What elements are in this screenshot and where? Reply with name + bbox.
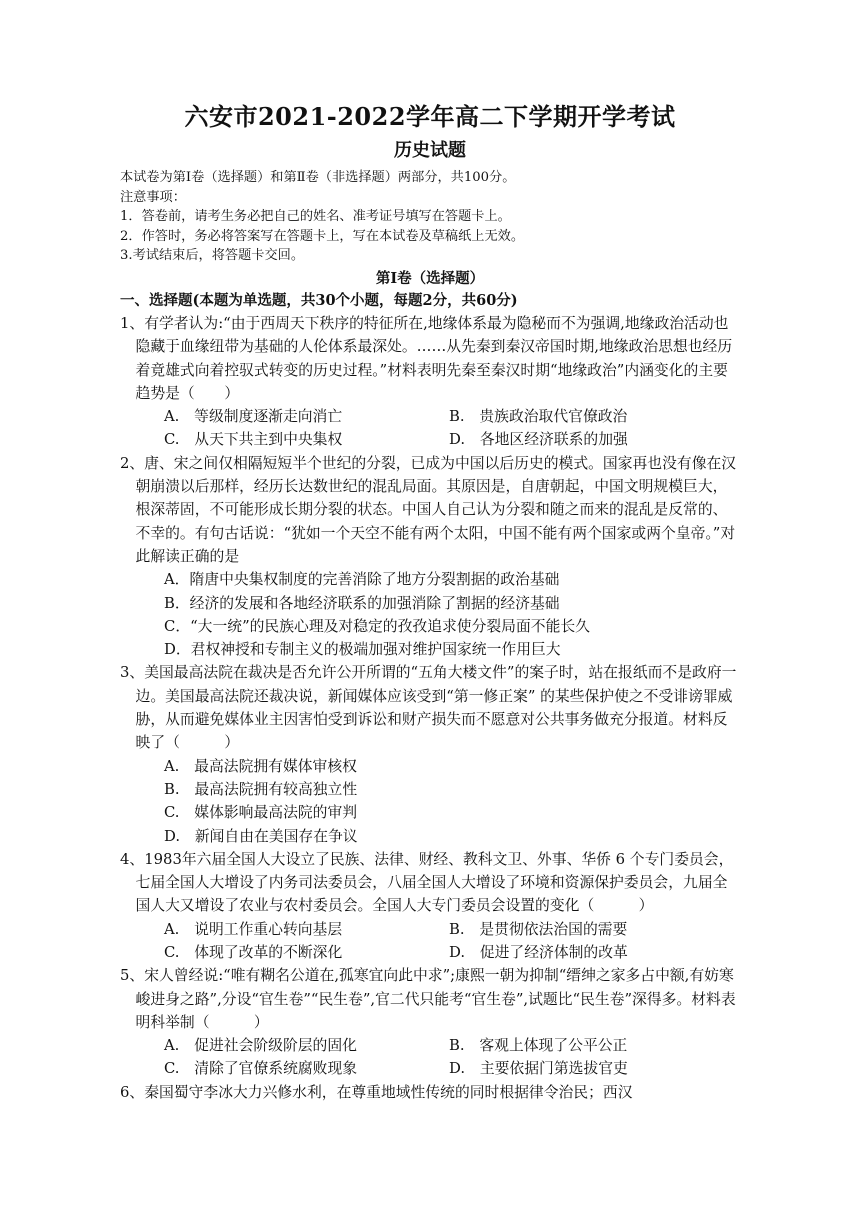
options-row — [120, 918, 740, 941]
note-item: 1．答卷前，请考生务必把自己的姓名、准考证号填写在答题卡上。 — [120, 209, 511, 225]
option-d: D. 主要依据门第选拔官吏 — [449, 1060, 628, 1078]
question-stem: 6、秦国蜀守李冰大力兴修水利，在尊重地域性传统的同时根据律令治民；西汉 — [120, 1083, 633, 1101]
notes-label: 注意事项： — [120, 189, 186, 205]
options-row — [120, 428, 740, 451]
options-row — [120, 1057, 740, 1080]
option-d: D．君权神授和专制主义的极端加强对维护国家统一作用巨大 — [164, 641, 561, 659]
option-a: A. 促进社会阶级阶层的固化 — [164, 1037, 357, 1055]
option-b: B. 最高法院拥有较高独立性 — [164, 780, 358, 798]
question-2 — [120, 452, 740, 568]
option-d: D. 新闻自由在美国存在争议 — [164, 827, 358, 845]
question-3 — [120, 661, 740, 754]
options-row — [120, 1034, 740, 1057]
part-title: 一、选择题(本题为单选题，共30个小题，每题2分，共60分) — [120, 291, 518, 309]
note-item: 2．作答时，务必将答案写在答题卡上，写在本试卷及草稿纸上无效。 — [120, 228, 525, 244]
option-a: A. 等级制度逐渐走向消亡 — [164, 408, 343, 426]
option-a: A. 最高法院拥有媒体审核权 — [164, 757, 357, 775]
exam-page — [120, 100, 740, 1104]
note-item: 3.考试结束后，将答题卡交回。 — [120, 248, 305, 264]
option-a: A．隋唐中央集权制度的完善消除了地方分裂割据的政治基础 — [164, 571, 560, 589]
question-stem: 4、1983年六届全国人大设立了民族、法律、财经、教科文卫、外事、华侨 6 个专门委员会，七届全国人大增设了内务司法委员会，八届全国人大增设了环境和资源保护委员会，九届全国人大又增设了农业与农村委员会。全国人大专门委员会设置的变化（ ） — [120, 850, 734, 915]
option-d: D. 促进了经济体制的改革 — [449, 943, 628, 961]
question-stem: 1、有学者认为:“由于西周天下秩序的特征所在,地缘体系最为隐秘而不为强调,地缘政治活动也隐藏于血缘纽带为基础的人伦体系最深处。……从先秦到秦汉帝国时期,地缘政治思想也经历着竟雄式向着控驭式转变的历史过程。”材料表明先秦至秦汉时期“地缘政治”内涵变化的主要趋势是（ ） — [120, 314, 733, 402]
options-row — [120, 405, 740, 428]
option-c: C. 体现了改革的不断深化 — [164, 943, 343, 961]
question-1 — [120, 312, 740, 405]
exam-subtitle: 历史试题 — [394, 140, 466, 161]
section-title: 第Ⅰ卷（选择题） — [375, 269, 485, 287]
option-c: C. 从天下共主到中央集权 — [164, 431, 343, 449]
question-stem: 3、美国最高法院在裁决是否允许公开所谓的“五角大楼文件”的案子时，站在报纸而不是政府一边。美国最高法院还裁决说，新闻媒体应该受到“第一修正案” 的某些保护使之不受诽谤罪威胁，从而避免媒体业主因害怕受到诉讼和财产损失而不愿意对公共事务做充分报道。材料反映了（ ） — [120, 664, 737, 752]
exam-intro: 本试卷为第Ⅰ卷（选择题）和第Ⅱ卷（非选择题）两部分，共100分。 — [120, 170, 516, 185]
option-b: B. 是贯彻依法治国的需要 — [449, 920, 628, 938]
option-c: C．“大一统”的民族心理及对稳定的孜孜追求使分裂局面不能长久 — [164, 617, 590, 635]
option-b: B．经济的发展和各地经济联系的加强消除了割据的经济基础 — [164, 594, 560, 612]
option-d: D. 各地区经济联系的加强 — [449, 431, 628, 449]
question-5 — [120, 964, 740, 1034]
option-b: B. 客观上体现了公平公正 — [449, 1037, 628, 1055]
option-c: C. 媒体影响最高法院的审判 — [164, 804, 358, 822]
option-c: C. 清除了官僚系统腐败现象 — [164, 1060, 358, 1078]
question-stem: 2、唐、宋之间仅相隔短短半个世纪的分裂，已成为中国以后历史的模式。国家再也没有像在汉朝崩溃以后那样，经历长达数世纪的混乱局面。其原因是，自唐朝起，中国文明规模巨大，根深蒂固，不可能形成长期分裂的状态。中国人自己认为分裂和随之而来的混乱是反常的、不幸的。有句古话说：“犹如一个天空不能有两个太阳，中国不能有两个国家或两个皇帝。”对此解读正确的是 — [120, 454, 737, 565]
exam-title: 六安市2021-2022学年高二下学期开学考试 — [184, 102, 676, 131]
option-a: A. 说明工作重心转向基层 — [164, 920, 343, 938]
question-6 — [120, 1081, 740, 1104]
question-4 — [120, 848, 740, 918]
option-b: B. 贵族政治取代官僚政治 — [449, 408, 628, 426]
question-stem: 5、宋人曾经说:“唯有糊名公道在,孤寒宜向此中求”;康熙一朝为抑制“缙绅之家多占中额,有妨寒峻进身之路”,分设“官生卷”“民生卷”,官二代只能考“官生卷”,试题比“民生卷”深得多。材料表明科举制（ ） — [120, 967, 736, 1031]
options-row — [120, 941, 740, 964]
